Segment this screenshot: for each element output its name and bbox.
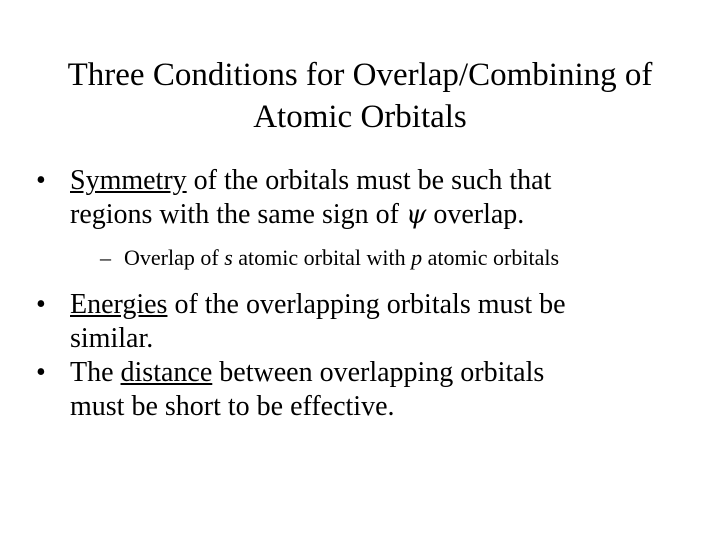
slide-title	[0, 54, 720, 138]
psi-symbol: ψ	[405, 200, 427, 230]
bullet-symmetry-text3: overlap.	[426, 199, 525, 230]
keyword-symmetry: Symmetry	[70, 165, 187, 196]
keyword-energies: Energies	[70, 289, 168, 320]
bullet-marker: •	[36, 357, 46, 388]
bullet-symmetry-line1	[70, 164, 676, 198]
dash-marker: –	[100, 245, 111, 270]
bullet-energies-line1	[70, 288, 676, 322]
sub-text-a: Overlap of	[124, 245, 225, 270]
sub-text-s: s	[224, 245, 233, 270]
bullet-distance-text0: The	[70, 357, 121, 388]
bullet-marker: •	[36, 165, 46, 196]
bullet-marker: •	[36, 289, 46, 320]
bullet-distance-line1	[70, 356, 676, 390]
sub-text-b: atomic orbital with	[232, 245, 412, 270]
bullet-energies-line2: similar.	[70, 323, 154, 354]
keyword-distance: distance	[120, 357, 213, 388]
bullet-list	[36, 164, 676, 424]
bullet-distance-line2: must be short to be effective.	[70, 391, 395, 422]
bullet-energies	[36, 288, 676, 356]
sub-text-c: atomic orbitals	[422, 245, 560, 270]
bullet-symmetry-text1: of the orbitals must be such that	[186, 165, 552, 196]
bullet-distance	[36, 356, 676, 424]
bullet-symmetry-line2	[70, 198, 676, 232]
slide-title-line1: Three Conditions for Overlap/Combining of	[67, 57, 653, 93]
bullet-energies-text1: of the overlapping orbitals must be	[167, 289, 566, 320]
slide-title-line2: Atomic Orbitals	[253, 99, 467, 135]
bullet-symmetry	[36, 164, 676, 232]
bullet-symmetry-text2: regions with the same sign of	[70, 199, 406, 230]
sub-text-p: p	[411, 245, 423, 270]
bullet-distance-text1: between overlapping orbitals	[212, 357, 545, 388]
sub-bullet-overlap	[36, 244, 676, 272]
